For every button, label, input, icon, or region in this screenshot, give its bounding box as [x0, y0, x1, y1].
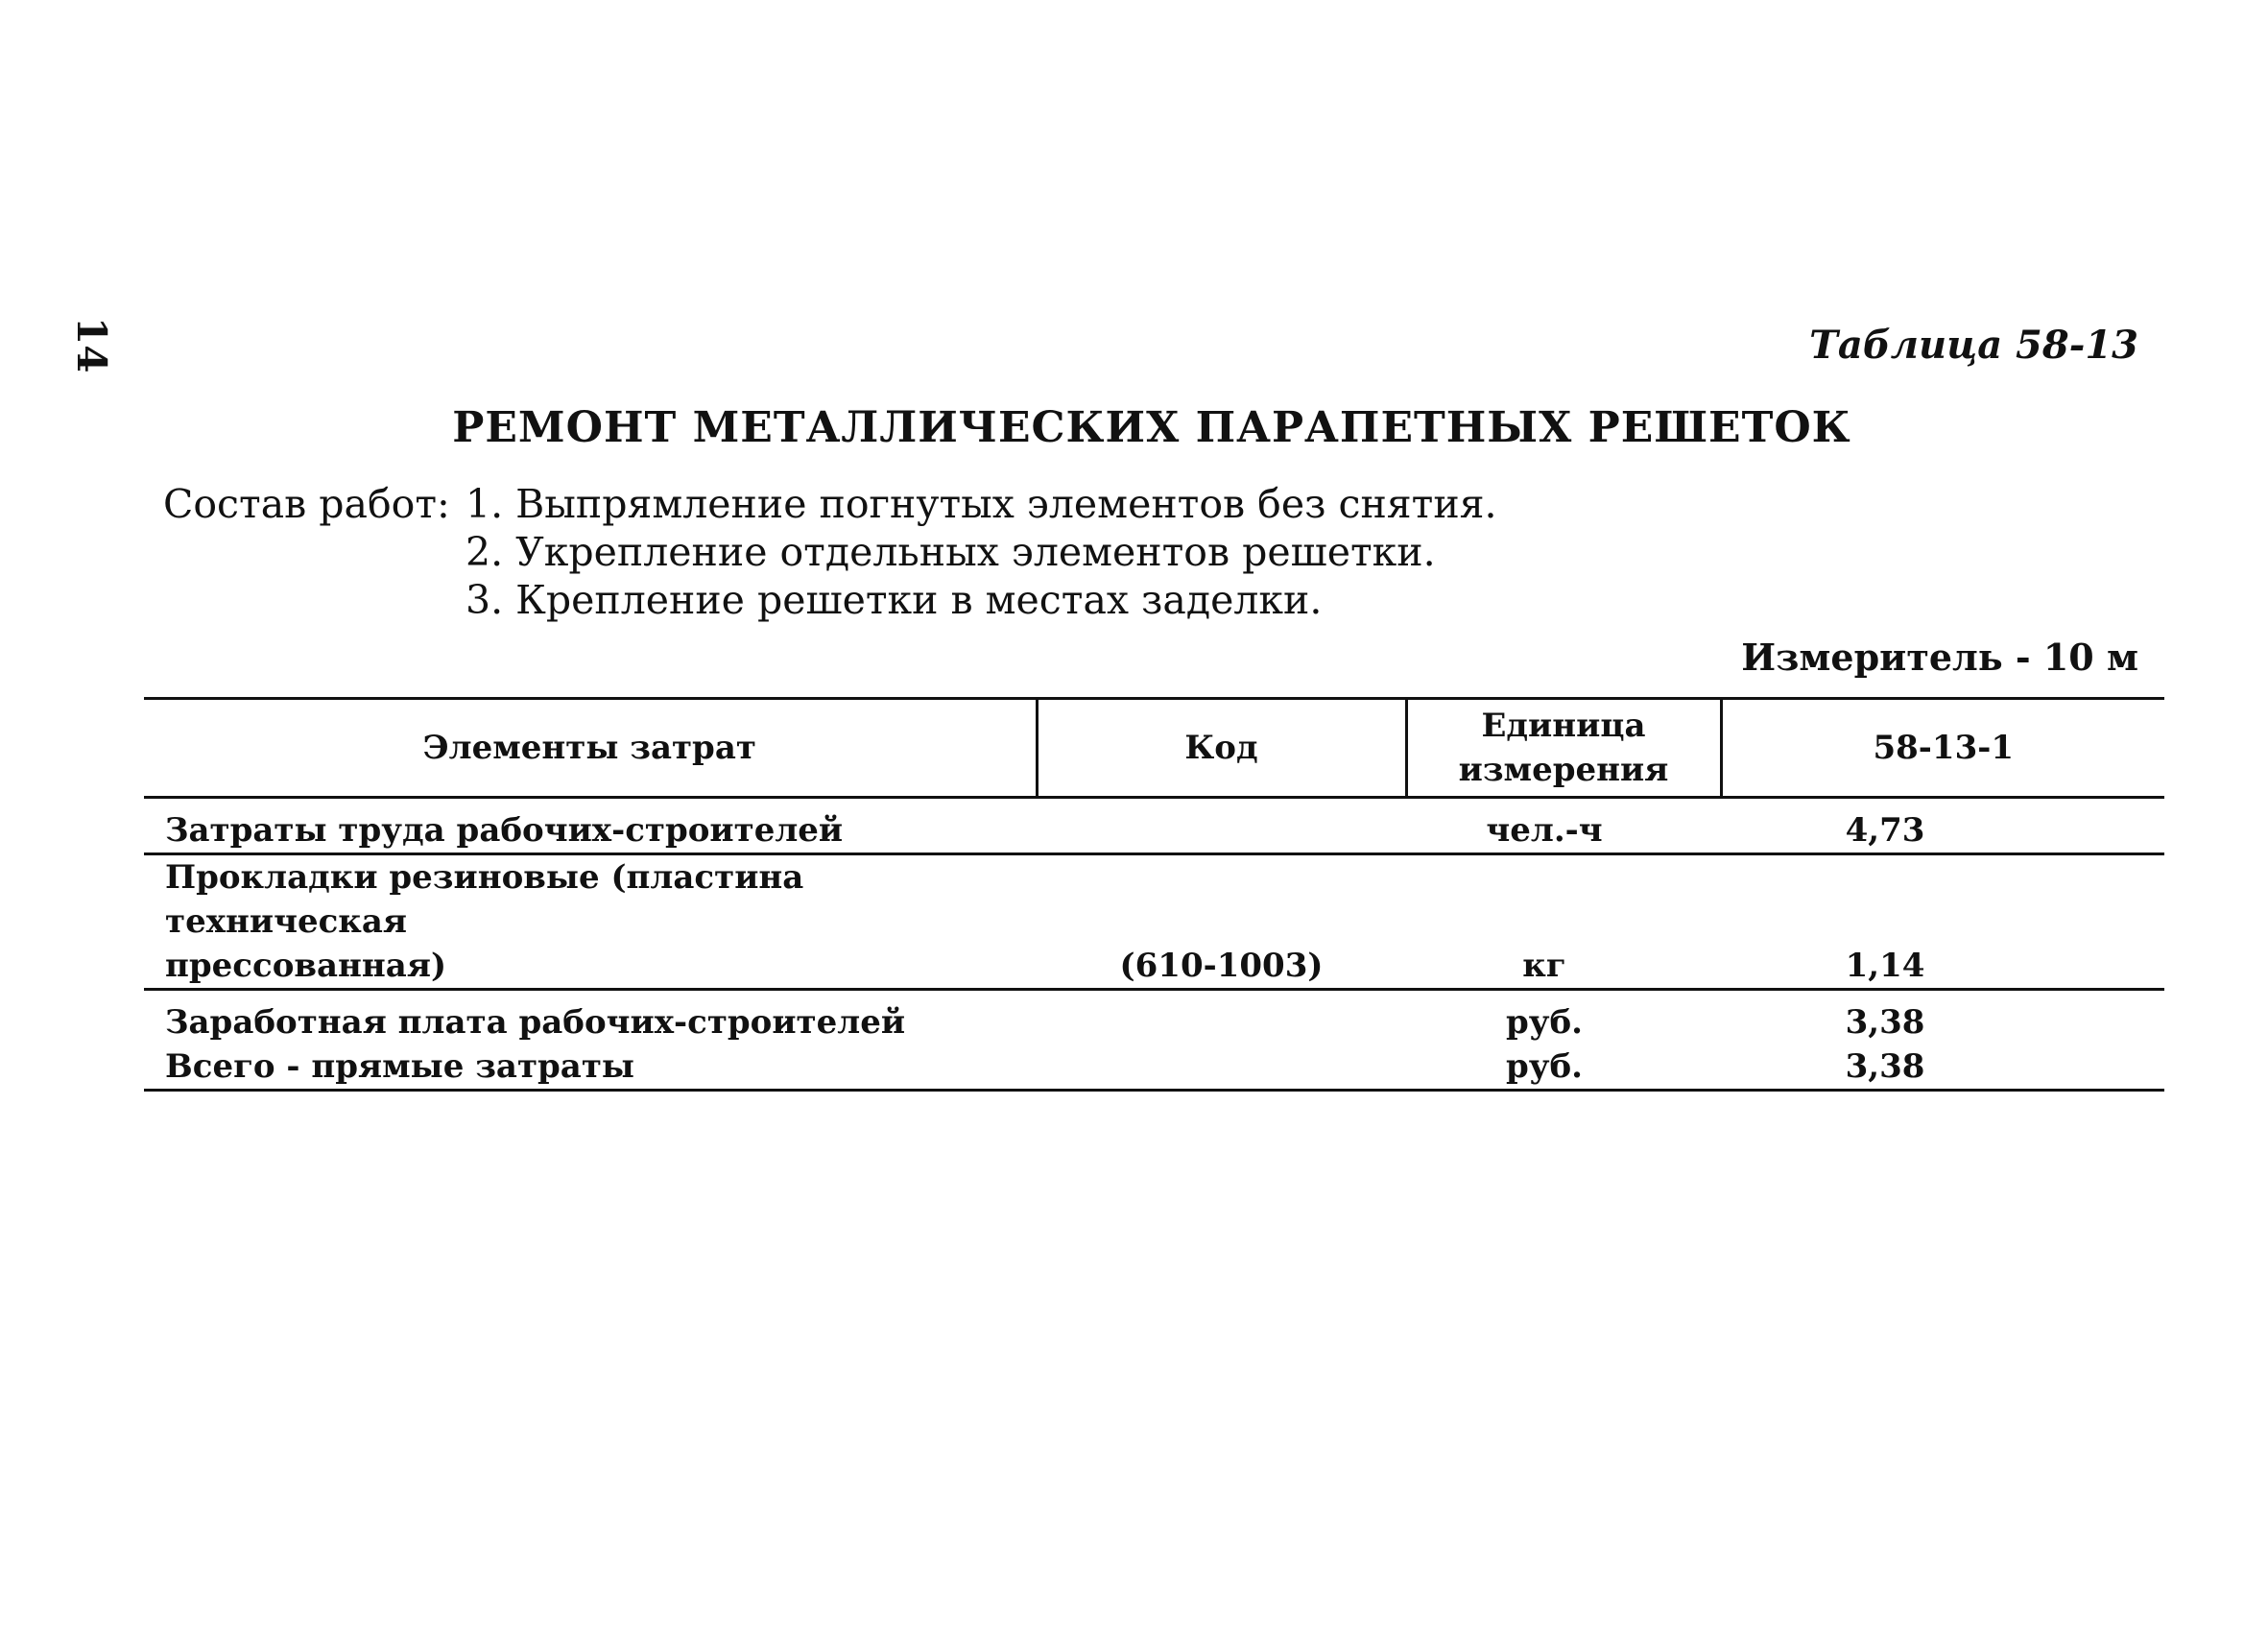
row-unit: чел.-ч — [1406, 798, 1721, 854]
row-value: 4,73 — [1721, 798, 2164, 854]
table-row — [144, 854, 2164, 990]
row-name — [144, 854, 1037, 990]
table-row — [144, 1045, 2164, 1091]
row-code — [1037, 798, 1406, 854]
row-unit: кг — [1406, 854, 1721, 990]
table-label: Таблица 58-13 — [1809, 323, 2138, 368]
cost-table — [144, 697, 2164, 1092]
header-code: Код — [1037, 699, 1406, 798]
row-unit: руб. — [1505, 1003, 1584, 1042]
row-code — [1037, 1045, 1406, 1091]
work-item: 3. Крепление решетки в местах заделки. — [466, 577, 1323, 623]
row-name: Заработная плата рабочих-строителей — [165, 1003, 906, 1042]
row-name-line1: Прокладки резиновые (пластина техническая — [165, 858, 804, 941]
work-items-list — [466, 480, 1497, 624]
row-name: Всего - прямые затраты — [144, 1045, 1037, 1091]
header-unit-line2: измерения — [1458, 751, 1669, 789]
header-unit-line1: Единица — [1481, 707, 1646, 745]
page-title: РЕМОНТ МЕТАЛЛИЧЕСКИХ ПАРАПЕТНЫХ РЕШЕТОК — [452, 403, 1851, 452]
row-code — [1037, 990, 1406, 1045]
work-composition-label: Состав работ: — [163, 481, 450, 527]
row-code: (610-1003) — [1037, 854, 1406, 990]
row-name: Затраты труда рабочих-строителей — [144, 798, 1037, 854]
row-value: 3,38 — [1845, 1003, 1925, 1042]
work-item: 1. Выпрямление погнутых элементов без снятия. — [466, 481, 1497, 527]
header-elements: Элементы затрат — [144, 699, 1037, 798]
header-unit — [1406, 699, 1721, 798]
measurement-unit: Измеритель - 10 м — [1741, 636, 2138, 679]
row-unit: руб. — [1406, 1045, 1721, 1091]
table-row — [144, 990, 2164, 1045]
header-value: 58-13-1 — [1721, 699, 2164, 798]
work-item: 2. Укрепление отдельных элементов решетки. — [466, 529, 1436, 575]
table-header-row — [144, 699, 2164, 798]
row-value: 3,38 — [1721, 1045, 2164, 1091]
row-name-line2: прессованная) — [165, 947, 447, 985]
table-row — [144, 798, 2164, 854]
row-value: 1,14 — [1721, 854, 2164, 990]
page-number: 14 — [68, 317, 115, 373]
